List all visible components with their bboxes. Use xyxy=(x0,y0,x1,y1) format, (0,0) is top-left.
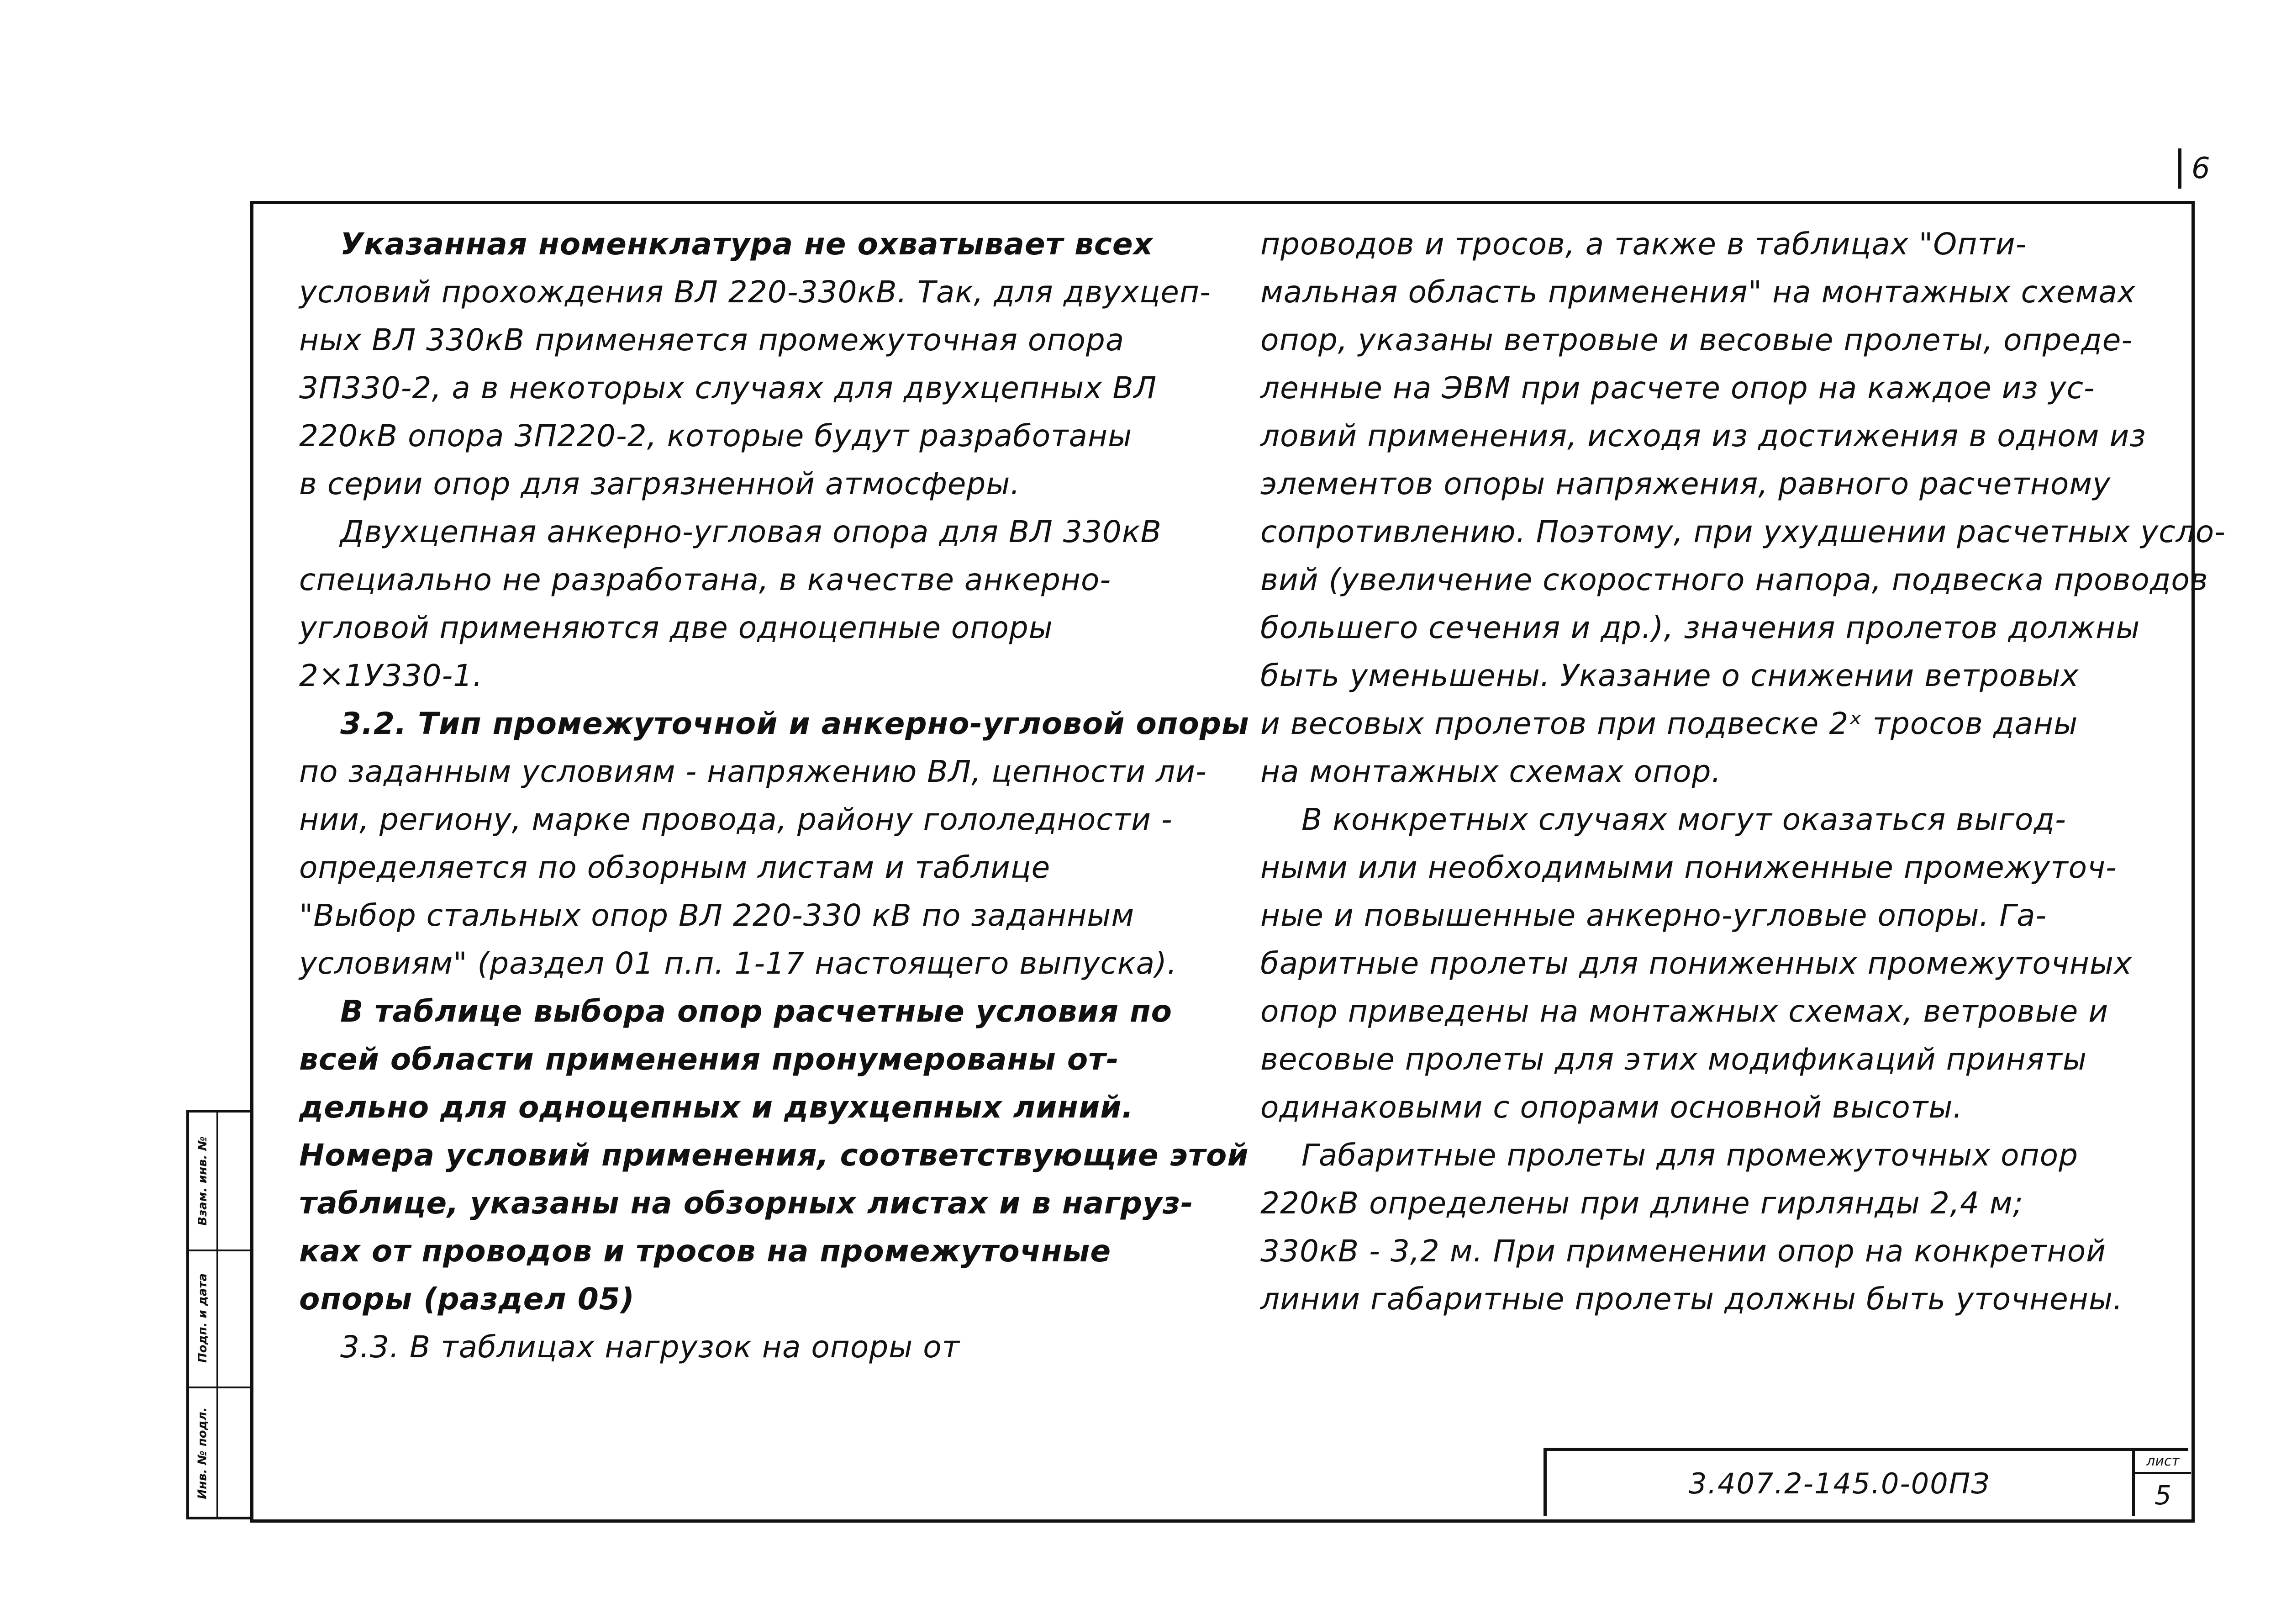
side-stamp-strip xyxy=(186,1110,250,1519)
left-column-line: Указанная номенклатура не охватывает всех xyxy=(340,227,1154,262)
side-strip-cell-replacement xyxy=(189,1113,216,1250)
right-column-line: одинаковыми с опорами основной высоты. xyxy=(1260,1090,1963,1125)
top-page-number: 6 xyxy=(2178,148,2210,189)
left-column-line: 3.3. В таблицах нагрузок на опоры от xyxy=(340,1329,960,1365)
left-column-line: по заданным условиям - напряжению ВЛ, цепности ли- xyxy=(299,754,1207,789)
right-column-line: элементов опоры напряжения, равного расчетному xyxy=(1260,466,2111,501)
left-column-line: ных ВЛ 330кВ применяется промежуточная опора xyxy=(299,322,1125,358)
side-strip-label-inventory: Инв. № подл. xyxy=(196,1407,210,1499)
right-column-line: проводов и тросов, а также в таблицах "Опти- xyxy=(1260,227,2027,262)
left-column-line: специально не разработана, в качестве анкерно- xyxy=(299,562,1112,597)
right-column-line: Габаритные пролеты для промежуточных опор xyxy=(1301,1138,2078,1173)
right-column-line: вий (увеличение скоростного напора, подвеска проводов xyxy=(1260,562,2208,597)
right-column-line: баритные пролеты для пониженных промежуточных xyxy=(1260,946,2133,981)
right-column-line: В конкретных случаях могут оказаться выгод- xyxy=(1301,802,2066,837)
left-column-line: ках от проводов и тросов на промежуточные xyxy=(299,1234,1112,1269)
side-strip-cell-inventory xyxy=(189,1387,216,1519)
side-strip-label-replacement: Взам. инв. № xyxy=(196,1136,210,1226)
left-column-line: 220кВ опора 3П220-2, которые будут разработаны xyxy=(299,418,1133,453)
right-column-line: мальная область применения" на монтажных схемах xyxy=(1260,274,2136,310)
left-column-line: нии, региону, марке провода, району гололедности - xyxy=(299,802,1173,837)
left-column-line: Номера условий применения, соответствующие этой xyxy=(299,1138,1249,1173)
right-column-line: сопротивлению. Поэтому, при ухудшении расчетных усло- xyxy=(1260,514,2226,549)
right-text-column xyxy=(1260,220,2226,1323)
left-column-line: в серии опор для загрязненной атмосферы. xyxy=(299,466,1021,501)
sheet-box xyxy=(2132,1451,2191,1516)
left-column-line: дельно для одноцепных и двухцепных линий. xyxy=(299,1090,1134,1125)
right-column-line: и весовых пролетов при подвеске 2ˣ тросов даны xyxy=(1260,706,2078,741)
right-column-line: большего сечения и др.), значения пролетов должны xyxy=(1260,610,2140,645)
right-column-line: линии габаритные пролеты должны быть уточнены. xyxy=(1260,1281,2123,1317)
left-column-line: всей области применения пронумерованы от- xyxy=(299,1042,1119,1077)
sheet-number: 5 xyxy=(2155,1480,2171,1511)
right-column-line: ленные на ЭВМ при расчете опор на каждое из ус- xyxy=(1260,370,2095,406)
side-strip-label-signature: Подп. и дата xyxy=(196,1273,210,1363)
sheet-label: лист xyxy=(2135,1451,2191,1474)
left-column-line: "Выбор стальных опор ВЛ 220-330 кВ по заданным xyxy=(299,898,1135,933)
left-column-line: В таблице выбора опор расчетные условия по xyxy=(340,994,1172,1029)
right-column-line: опор приведены на монтажных схемах, ветровые и xyxy=(1260,994,2109,1029)
right-column-line: ные и повышенные анкерно-угловые опоры. Га- xyxy=(1260,898,2047,933)
left-column-line: Двухцепная анкерно-угловая опора для ВЛ 330кВ xyxy=(340,514,1162,549)
right-column-line: опор, указаны ветровые и весовые пролеты, опреде- xyxy=(1260,322,2133,358)
right-column-line: ными или необходимыми пониженные промежуточ- xyxy=(1260,850,2117,885)
left-column-line: условий прохождения ВЛ 220-330кВ. Так, для двухцеп- xyxy=(299,274,1211,310)
left-column-line: 3.2. Тип промежуточной и анкерно-угловой опоры xyxy=(340,706,1249,741)
right-column-line: 220кВ определены при длине гирлянды 2,4 м; xyxy=(1260,1186,2023,1221)
left-column-line: угловой применяются две одноцепные опоры xyxy=(299,610,1053,645)
left-column-line: определяется по обзорным листам и таблице xyxy=(299,850,1051,885)
document-code: 3.407.2-145.0-00ПЗ xyxy=(1688,1467,1991,1500)
right-column-line: весовые пролеты для этих модификаций приняты xyxy=(1260,1042,2087,1077)
title-block xyxy=(1543,1448,2188,1516)
right-column-line: 330кВ - 3,2 м. При применении опор на конкретной xyxy=(1260,1234,2106,1269)
right-column-line: на монтажных схемах опор. xyxy=(1260,754,1722,789)
side-strip-cell-signature xyxy=(189,1250,216,1387)
left-column-line: опоры (раздел 05) xyxy=(299,1281,635,1317)
right-column-line: быть уменьшены. Указание о снижении ветровых xyxy=(1260,658,2079,693)
left-text-column xyxy=(299,220,1249,1371)
left-column-line: 2×1У330-1. xyxy=(299,658,483,693)
right-column-line: ловий применения, исходя из достижения в одном из xyxy=(1260,418,2146,453)
left-column-line: условиям" (раздел 01 п.п. 1-17 настоящего выпуска). xyxy=(299,946,1177,981)
left-column-line: таблице, указаны на обзорных листах и в нагруз- xyxy=(299,1186,1194,1221)
side-strip-divider xyxy=(216,1113,218,1517)
left-column-line: 3П330-2, а в некоторых случаях для двухцепных ВЛ xyxy=(299,370,1157,406)
